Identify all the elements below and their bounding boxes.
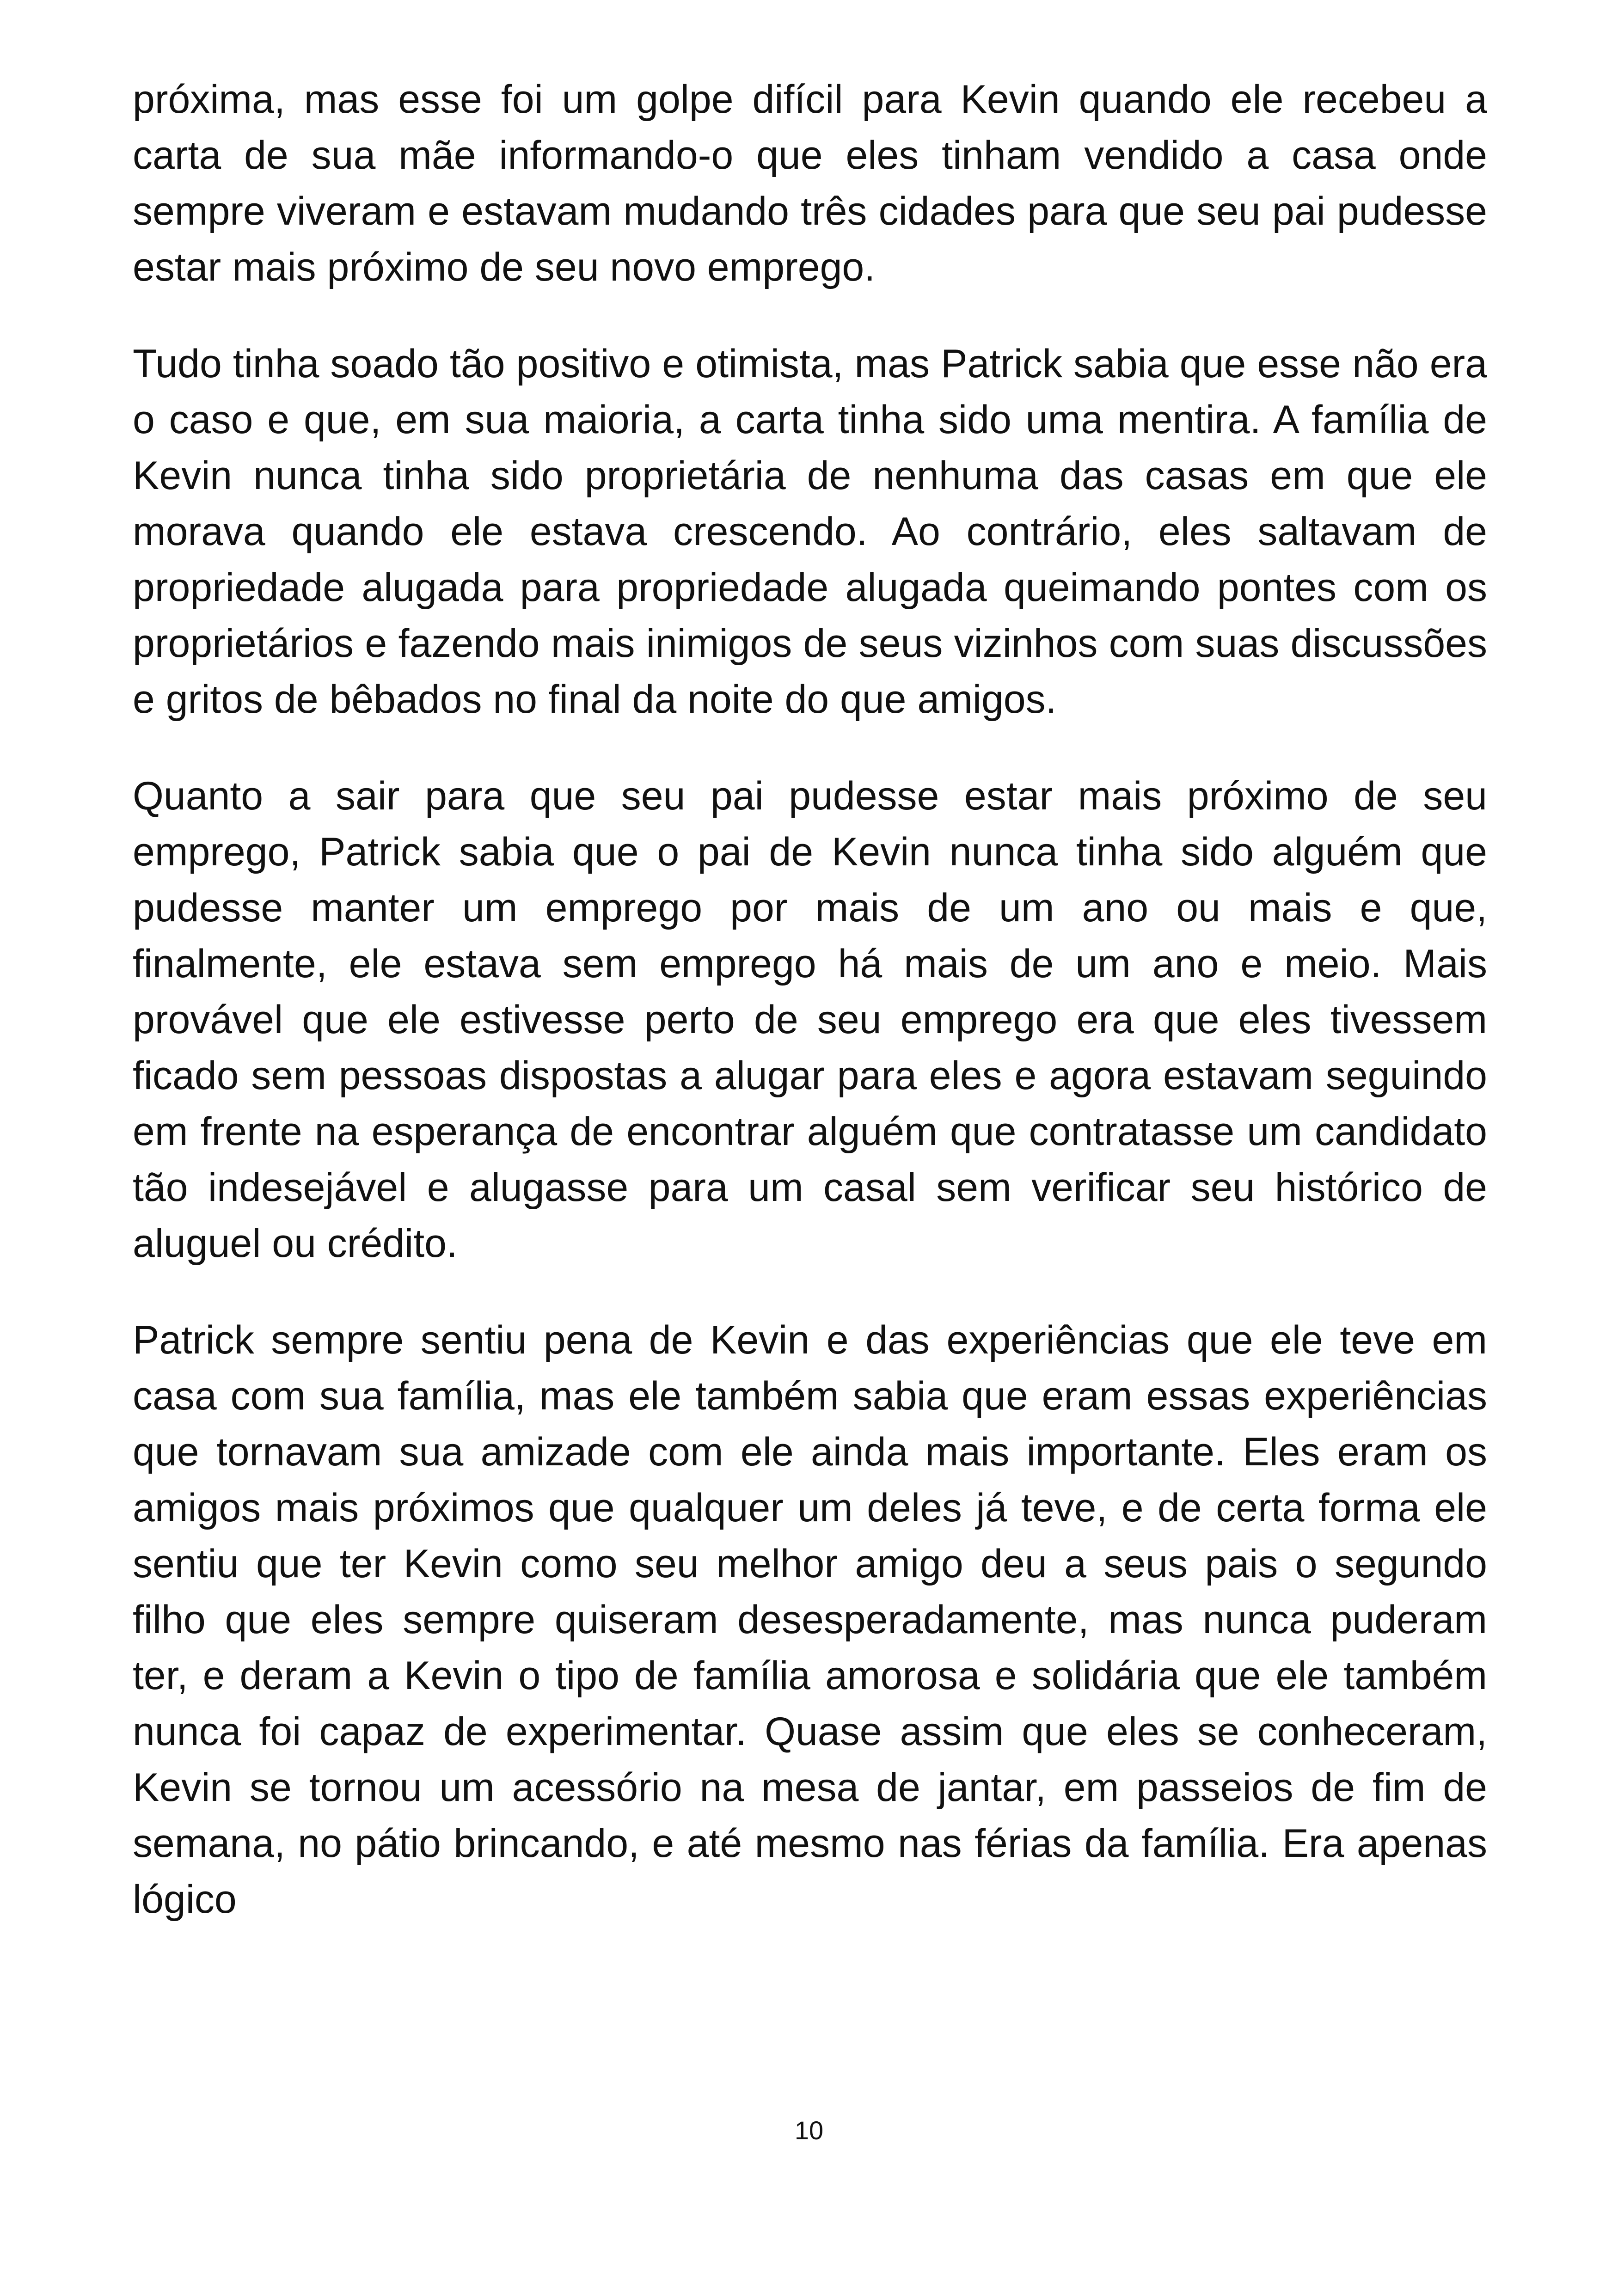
paragraph-3: Quanto a sair para que seu pai pudesse estar mais próximo de seu emprego, Patrick sabia que o pai de Kevin nunca tinha sido alguém que pudesse manter um emprego por mais de um ano ou mais e que, finalmente, ele estava sem emprego há mais de um ano e meio. Mais provável que ele estivesse perto de seu emprego era que eles tivessem ficado sem pessoas dispostas a alugar para eles e agora estavam seguindo em frente na esperança de encontrar alguém que contratasse um candidato tão indesejável e alugasse para um casal sem verificar seu histórico de aluguel ou crédito. bbox=[133, 774, 1487, 1266]
paragraph-4: Patrick sempre sentiu pena de Kevin e das experiências que ele teve em casa com sua família, mas ele também sabia que eram essas experiências que tornavam sua amizade com ele ainda mais importante. Eles eram os amigos mais próximos que qualquer um deles já teve, e de certa forma ele sentiu que ter Kevin como seu melhor amigo deu a seus pais o segundo filho que eles sempre quiseram desesperadamente, mas nunca puderam ter, e deram a Kevin o tipo de família amorosa e solidária que ele também nunca foi capaz de experimentar. Quase assim que eles se conheceram, Kevin se tornou um acessório na mesa de jantar, em passeios de fim de semana, no pátio brincando, e até mesmo nas férias da família. Era apenas lógico bbox=[133, 1318, 1487, 1922]
paragraph-2: Tudo tinha soado tão positivo e otimista, mas Patrick sabia que esse não era o caso e que, em sua maioria, a carta tinha sido uma mentira. A família de Kevin nunca tinha sido proprietária de nenhuma das casas em que ele morava quando ele estava crescendo. Ao contrário, eles saltavam de propriedade alugada para propriedade alugada queimando pontes com os proprietários e fazendo mais inimigos de seus vizinhos com suas discussões e gritos de bêbados no final da noite do que amigos. bbox=[133, 342, 1487, 722]
page-number: 10 bbox=[794, 2116, 824, 2145]
body-text bbox=[133, 72, 1487, 1928]
paragraph-1: próxima, mas esse foi um golpe difícil para Kevin quando ele recebeu a carta de sua mãe informando-o que eles tinham vendido a casa onde sempre viveram e estavam mudando três cidades para que seu pai pudesse estar mais próximo de seu novo emprego. bbox=[133, 77, 1487, 289]
